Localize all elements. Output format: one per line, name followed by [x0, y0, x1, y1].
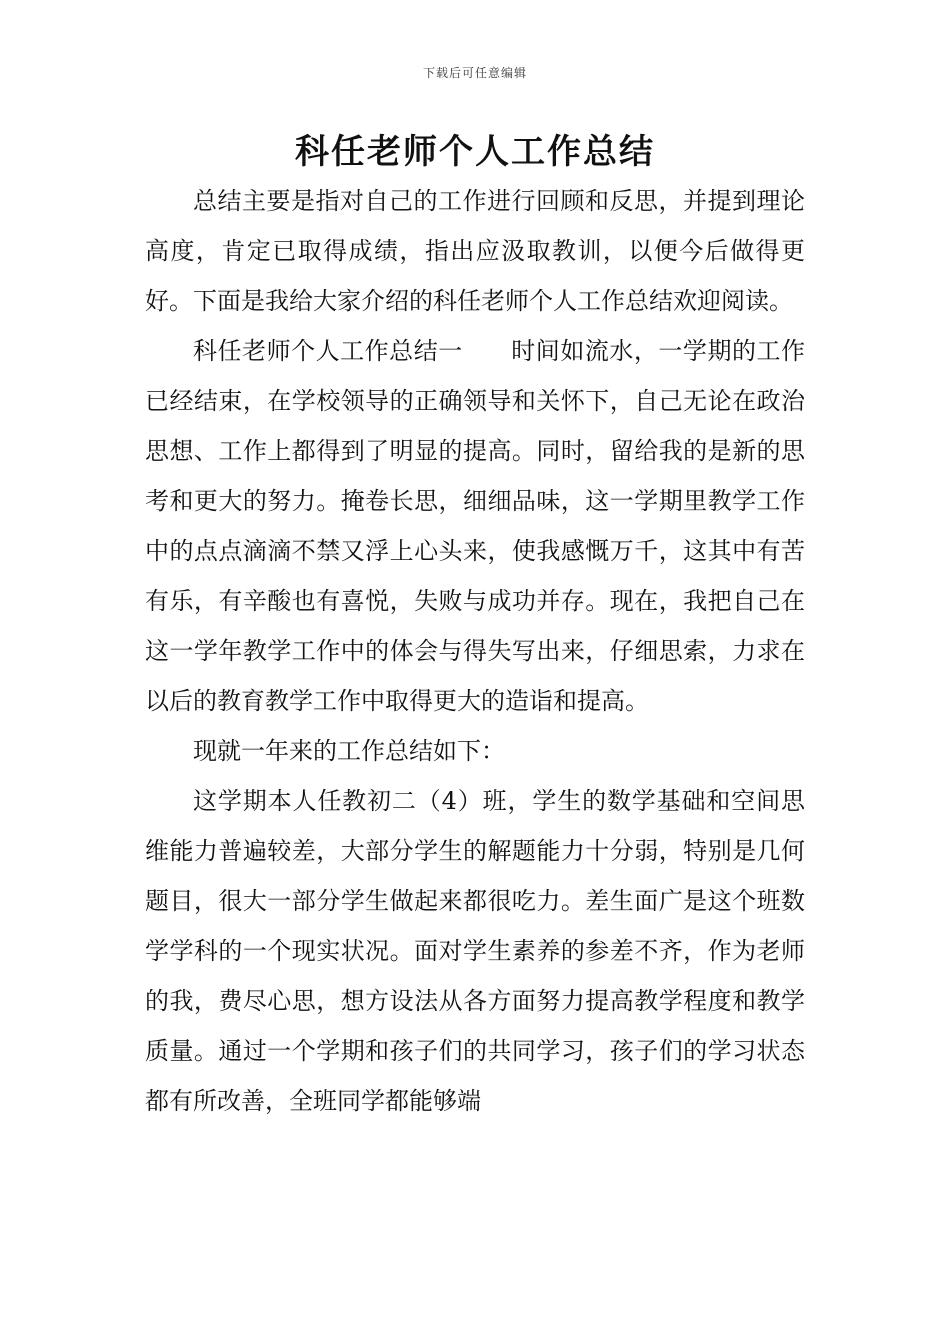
section-heading: 科任老师个人工作总结一: [193, 337, 463, 365]
paragraph-intro: 总结主要是指对自己的工作进行回顾和反思，并提到理论高度，肯定已取得成绩，指出应汲取教训，以便今后做得更好。下面是我给大家介绍的科任老师个人工作总结欢迎阅读。: [145, 187, 805, 315]
document-body: [145, 176, 805, 1236]
section-one-text: 时间如流水，一学期的工作已经结束，在学校领导的正确领导和关怀下，自己无论在政治思想、工作上都得到了明显的提高。同时，留给我的是新的思考和更大的努力。掩卷长思，细细品味，这一学期里教学工作中的点点滴滴不禁又浮上心头来，使我感慨万千，这其中有苦有乐，有辛酸也有喜悦，失败与成功并存。现在，我把自己在这一学年教学工作中的体会与得失写出来，仔细思索，力求在以后的教育教学工作中取得更大的造诣和提高。: [145, 337, 805, 715]
paragraph-section-one: [145, 326, 805, 726]
header-note: 下载后可任意编辑: [422, 66, 527, 80]
paragraph-class-description: 这学期本人任教初二（4）班，学生的数学基础和空间思维能力普遍较差，大部分学生的解题能力十分弱，特别是几何题目，很大一部分学生做起来都很吃力。差生面广是这个班数学学科的一个现实状况。面对学生素养的参差不齐，作为老师的我，费尽心思，想方设法从各方面努力提高教学程度和教学质量。通过一个学期和孩子们的共同学习，孩子们的学习状态都有所改善，全班同学都能够端: [145, 787, 805, 1115]
paragraph-summary-lead: 现就一年来的工作总结如下：: [193, 737, 505, 765]
document-title: 科任老师个人工作总结: [295, 132, 655, 172]
